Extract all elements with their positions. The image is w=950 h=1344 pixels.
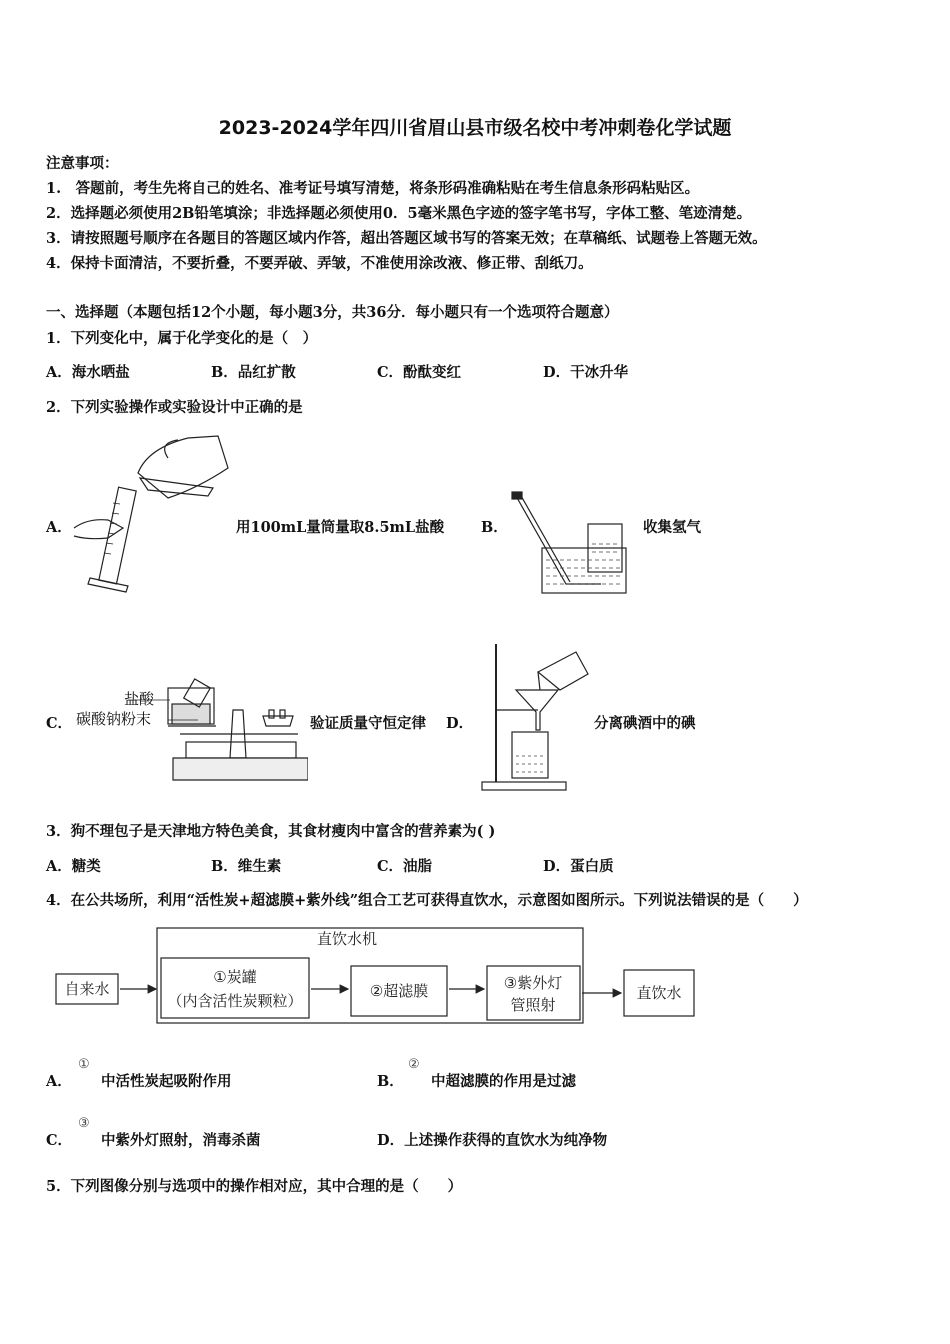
uv-lamp-detail: 管照射 [510, 996, 556, 1014]
drinking-water-label: 直饮水 [636, 984, 682, 1002]
q2-option-c-text: 验证质量守恒定律 [310, 715, 426, 732]
notice-item: 1. 答题前，考生先将自己的姓名、准考证号填写清楚，将条形码准确粘贴在考生信息条形码粘贴区。 [46, 180, 700, 197]
q4-option-b-marker: ② [408, 1057, 420, 1072]
sodium-carbonate-label: 碳酸钠粉末 [76, 710, 152, 728]
page-title: 2023-2024学年四川省眉山县市级名校中考冲刺卷化学试题 [218, 117, 732, 139]
filtration-illustration [476, 638, 594, 792]
question-4-stem: 4．在公共场所，利用“活性炭+超滤膜+紫外线”组合工艺可获得直饮水，示意图如图所示。下列说法错误的是（ ） [46, 892, 808, 909]
q4-option-a-marker: ① [78, 1057, 90, 1072]
q2-option-a-label: A． [46, 519, 72, 536]
question-3-stem: 3．狗不理包子是天津地方特色美食，其食材瘦肉中富含的营养素为( ) [46, 823, 496, 840]
q4-option-d: D．上述操作获得的直饮水为纯净物 [377, 1132, 608, 1149]
q1-option-a: A．海水晒盐 [46, 364, 130, 381]
q2-option-d-label: D． [446, 715, 474, 732]
q1-option-d: D．干冰升华 [543, 364, 629, 381]
carbon-tank-detail: （内含活性炭颗粒） [167, 992, 303, 1010]
water-purifier-diagram [50, 922, 700, 1028]
q2-option-c-label: C． [46, 715, 73, 732]
notice-item: 4．保持卡面清洁，不要折叠，不要弄破、弄皱，不准使用涂改液、修正带、刮纸刀。 [46, 255, 593, 272]
q3-option-b: B．维生素 [211, 858, 282, 875]
q2-option-d-text: 分离碘酒中的碘 [594, 715, 696, 732]
uv-lamp-label: ③紫外灯 [503, 974, 563, 992]
tap-water-label: 自来水 [64, 980, 110, 998]
q1-option-b: B．品红扩散 [211, 364, 296, 381]
q4-option-c-marker: ③ [78, 1116, 90, 1131]
q4-option-a-text: 中活性炭起吸附作用 [101, 1073, 232, 1090]
question-5-stem: 5．下列图像分别与选项中的操作相对应，其中合理的是（ ） [46, 1178, 463, 1195]
graduated-cylinder-illustration [68, 428, 230, 600]
notice-item: 2．选择题必须使用2B铅笔填涂；非选择题必须使用0．5毫米黑色字迹的签字笔书写，字体工整、笔迹清楚。 [46, 205, 752, 222]
q4-option-c-text: 中紫外灯照射，消毒杀菌 [101, 1132, 261, 1149]
hydrochloric-acid-label: 盐酸 [124, 690, 155, 708]
purifier-title: 直饮水机 [316, 930, 378, 948]
q2-option-b-text: 收集氢气 [643, 519, 701, 536]
notice-heading: 注意事项： [46, 155, 119, 172]
section-heading: 一、选择题（本题包括12个小题，每小题3分，共36分．每小题只有一个选项符合题意） [46, 304, 619, 321]
q1-option-c: C．酚酞变红 [377, 364, 462, 381]
ultrafiltration-label: ②超滤膜 [369, 982, 429, 1000]
q3-option-c: C．油脂 [377, 858, 433, 875]
q3-option-d: D．蛋白质 [543, 858, 614, 875]
question-2-stem: 2．下列实验操作或实验设计中正确的是 [46, 399, 303, 416]
question-1-stem: 1．下列变化中，属于化学变化的是（ ） [46, 330, 318, 347]
balance-illustration [68, 674, 308, 796]
gas-collection-illustration [506, 488, 640, 600]
q4-option-c-label: C． [46, 1132, 73, 1149]
q3-option-a: A．糖类 [46, 858, 101, 875]
q2-option-b-label: B． [481, 519, 508, 536]
notice-item: 3．请按照题号顺序在各题目的答题区域内作答，超出答题区域书写的答案无效；在草稿纸、试题卷上答题无效。 [46, 230, 767, 247]
q4-option-b-label: B． [377, 1073, 404, 1090]
q4-option-a-label: A． [46, 1073, 72, 1090]
carbon-tank-label: ①炭罐 [213, 968, 257, 986]
q4-option-b-text: 中超滤膜的作用是过滤 [431, 1073, 576, 1090]
q2-option-a-text: 用100mL量筒量取8.5mL盐酸 [236, 519, 445, 536]
